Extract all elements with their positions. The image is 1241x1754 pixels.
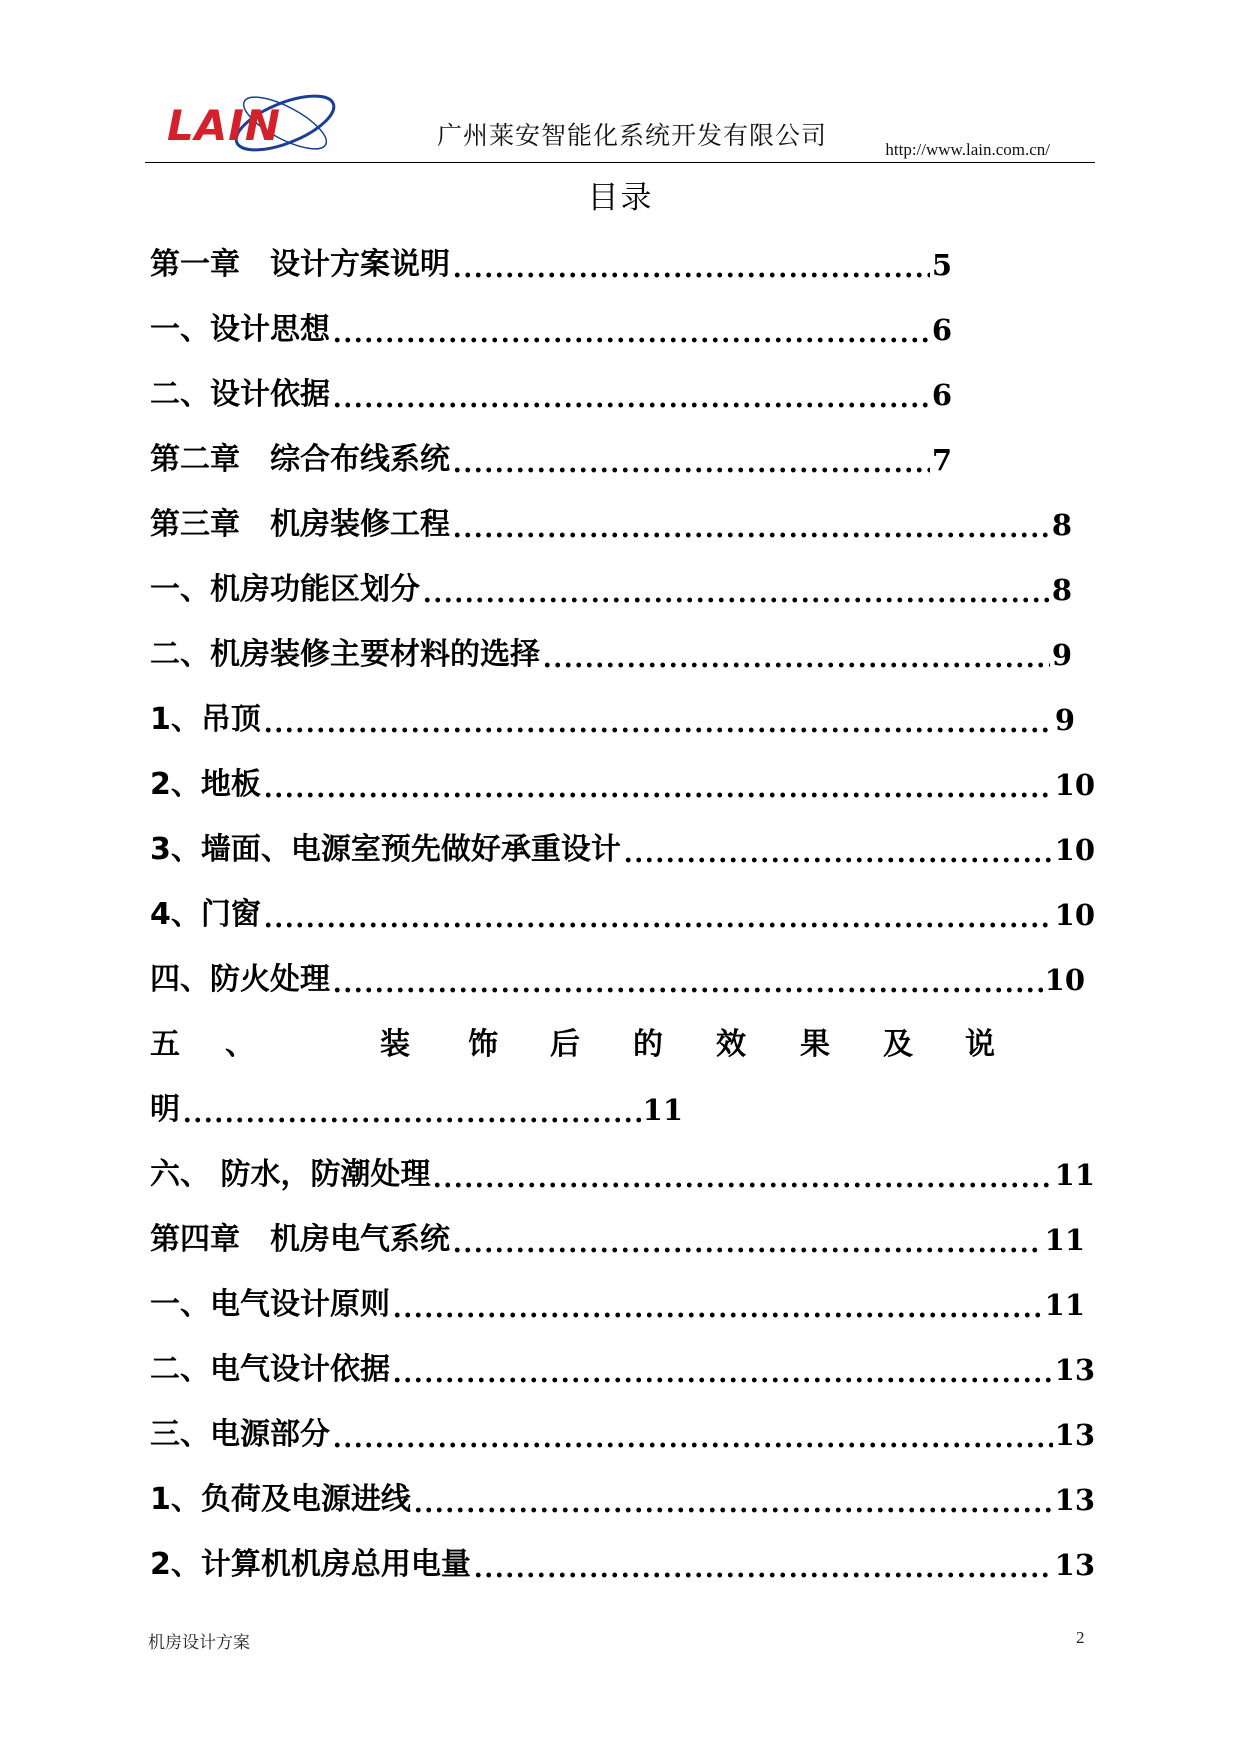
header-divider (145, 162, 1095, 163)
toc-entry-text: 四、防火处理 (150, 962, 330, 997)
toc-char: 及 (883, 1027, 913, 1062)
toc-page-number: 10 (1054, 898, 1095, 932)
toc-entry-text: 明 (150, 1092, 180, 1127)
toc-entry[interactable] (150, 825, 1095, 875)
website-url[interactable]: http://www.lain.com.cn/ (885, 140, 1050, 159)
toc-char: 装 (380, 1027, 410, 1062)
toc-char: 的 (633, 1027, 663, 1062)
toc-dot-leader (542, 630, 1050, 680)
toc-entry[interactable] (150, 1540, 1095, 1590)
footer-document-name: 机房设计方案 (148, 1633, 250, 1653)
toc-entry[interactable] (150, 760, 1095, 810)
toc-entry-text: 第四章 机房电气系统 (150, 1222, 450, 1257)
toc-entry[interactable] (150, 1345, 1095, 1395)
toc-dot-leader (452, 1215, 1043, 1265)
toc-page-number: 11 (1044, 1288, 1085, 1322)
toc-entry[interactable] (150, 695, 1075, 745)
toc-dot-leader (452, 240, 930, 290)
toc-page-number: 13 (1054, 1353, 1095, 1387)
toc-entry-text: 一、机房功能区划分 (150, 572, 420, 607)
toc-page-number: 13 (1054, 1418, 1095, 1452)
toc-entry[interactable] (150, 890, 1095, 940)
toc-entry-text: 2、计算机机房总用电量 (150, 1547, 471, 1582)
footer-page-number: 2 (1076, 1628, 1085, 1647)
toc-entry[interactable] (150, 370, 952, 420)
toc-dot-leader (332, 1410, 1053, 1460)
toc-dot-leader (473, 1540, 1053, 1590)
toc-char: 饰 (468, 1027, 498, 1062)
toc-char: 、 (225, 1027, 255, 1062)
toc-page-number: 9 (1054, 703, 1075, 737)
page-header (145, 90, 1105, 162)
toc-char: 五 (150, 1027, 180, 1062)
toc-dot-leader (452, 435, 930, 485)
lain-logo (165, 90, 430, 160)
toc-page-number: 10 (1054, 768, 1095, 802)
toc-entry-text: 2、地板 (150, 767, 261, 802)
toc-dot-leader (432, 1150, 1052, 1200)
toc-dot-leader (263, 695, 1053, 745)
toc-dot-leader (263, 890, 1053, 940)
toc-page-number: 11 (642, 1093, 683, 1127)
toc-dot-leader (263, 760, 1053, 810)
toc-dot-leader (332, 955, 1043, 1005)
toc-entry-text: 1、负荷及电源进线 (150, 1482, 411, 1517)
toc-page-number: 9 (1051, 638, 1072, 672)
toc-entry-text: 一、设计思想 (150, 312, 330, 347)
toc-entry-text: 二、机房装修主要材料的选择 (150, 637, 540, 672)
toc-dot-leader (623, 825, 1053, 875)
toc-entry[interactable] (150, 630, 1072, 680)
toc-page-number: 6 (931, 313, 952, 347)
toc-entry[interactable] (150, 1215, 1085, 1265)
toc-char: 说 (965, 1027, 995, 1062)
toc-entry-text: 六、 防水，防潮处理 (150, 1157, 431, 1192)
toc-page-number: 10 (1054, 833, 1095, 867)
toc-page-number: 5 (931, 248, 952, 282)
logo-wordmark: LAIN (167, 101, 282, 150)
toc-page-number: 13 (1054, 1483, 1095, 1517)
toc-page-number: 8 (1051, 508, 1072, 542)
toc-page-number: 8 (1051, 573, 1072, 607)
toc-page-number: 11 (1054, 1158, 1095, 1192)
toc-entry-text: 3、墙面、电源室预先做好承重设计 (150, 832, 621, 867)
toc-char: 效 (716, 1027, 746, 1062)
toc-entry-text: 第三章 机房装修工程 (150, 507, 450, 542)
toc-dot-leader (182, 1085, 641, 1135)
toc-dot-leader (422, 565, 1050, 615)
toc-entry-text: 三、电源部分 (150, 1417, 330, 1452)
toc-dot-leader (332, 370, 930, 420)
toc-entry-text: 一、电气设计原则 (150, 1287, 390, 1322)
toc-page-number: 13 (1054, 1548, 1095, 1582)
toc-page-number: 7 (931, 443, 952, 477)
company-name: 广州莱安智能化系统开发有限公司 (437, 121, 828, 150)
toc-entry[interactable] (150, 1280, 1085, 1330)
toc-dot-leader (392, 1345, 1053, 1395)
toc-entry[interactable] (150, 955, 1085, 1005)
toc-entry[interactable] (150, 1150, 1095, 1200)
toc-entry[interactable] (150, 305, 952, 355)
toc-title: 目录 (587, 180, 654, 216)
toc-entry[interactable] (150, 1410, 1095, 1460)
toc-entry-justified-line[interactable] (150, 1020, 1095, 1070)
toc-entry-text: 4、门窗 (150, 897, 261, 932)
toc-dot-leader (452, 500, 1050, 550)
toc-entry-text: 第一章 设计方案说明 (150, 247, 450, 282)
toc-entry[interactable] (150, 435, 952, 485)
toc-page-number: 11 (1044, 1223, 1085, 1257)
toc-char: 后 (550, 1027, 580, 1062)
toc-dot-leader (392, 1280, 1043, 1330)
toc-entry-text: 第二章 综合布线系统 (150, 442, 450, 477)
toc-entry[interactable] (150, 1085, 683, 1135)
toc-entry-text: 二、设计依据 (150, 377, 330, 412)
toc-entry[interactable] (150, 500, 1072, 550)
toc-entry-text: 二、电气设计依据 (150, 1352, 390, 1387)
toc-entry[interactable] (150, 240, 952, 290)
toc-entry[interactable] (150, 565, 1072, 615)
toc-entry[interactable] (150, 1475, 1095, 1525)
toc-char: 果 (800, 1027, 830, 1062)
toc-dot-leader (413, 1475, 1053, 1525)
toc-entry-text: 1、吊顶 (150, 702, 261, 737)
toc-dot-leader (332, 305, 930, 355)
toc-page-number: 6 (931, 378, 952, 412)
toc-page-number: 10 (1044, 963, 1085, 997)
